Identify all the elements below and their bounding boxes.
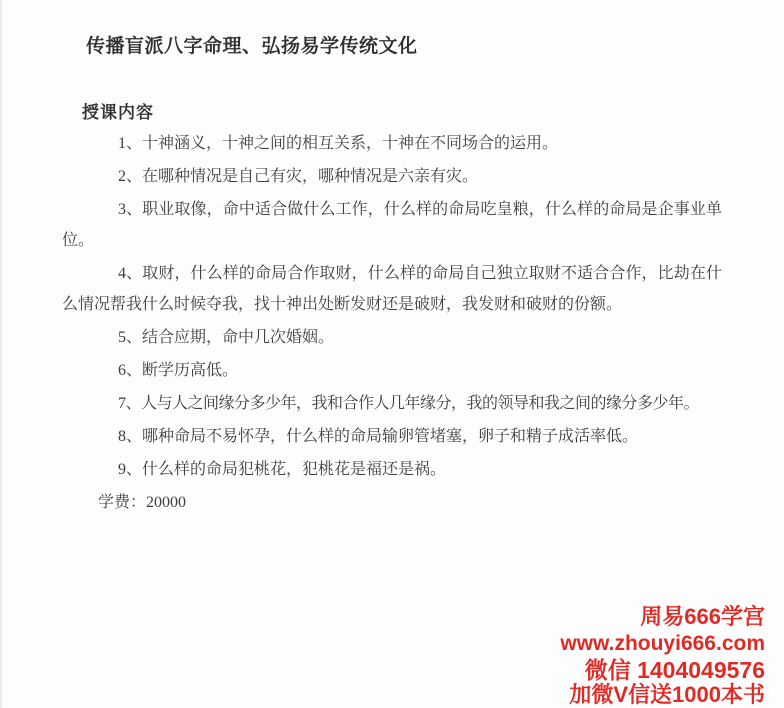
list-item-6: 6、断学历高低。 bbox=[118, 362, 239, 379]
list-item-5: 5、结合应期，命中几次婚姻。 bbox=[118, 329, 335, 346]
section-heading: 授课内容 bbox=[82, 103, 154, 122]
watermark-block bbox=[560, 604, 765, 707]
list-item-1: 1、十神涵义，十神之间的相互关系，十神在不同场合的运用。 bbox=[118, 135, 559, 152]
list-item-3: 3、职业取像，命中适合做什么工作，什么样的命局吃皇粮，什么样的命局是企事业单位。 bbox=[62, 201, 722, 249]
watermark-promo: 加微V信送1000本书 bbox=[569, 682, 765, 707]
document-title: 传播盲派八字命理、弘扬易学传统文化 bbox=[86, 36, 418, 57]
list-item-8: 8、哪种命局不易怀孕，什么样的命局输卵管堵塞，卵子和精子成活率低。 bbox=[118, 428, 639, 445]
list-item-4: 4、取财，什么样的命局合作取财，什么样的命局自己独立取财不适合合作，比劫在什么情况帮我什么时候夺我，找十神出处断发财还是破财，我发财和破财的份额。 bbox=[62, 265, 722, 313]
list-item-2: 2、在哪种情况是自己有灾，哪种情况是六亲有灾。 bbox=[118, 168, 479, 185]
document-body bbox=[62, 128, 722, 518]
watermark-wechat: 微信 1404049576 bbox=[584, 657, 765, 683]
tuition-line: 学费：20000 bbox=[98, 494, 187, 511]
watermark-url: www.zhouyi666.com bbox=[560, 632, 765, 655]
watermark-site-name: 周易666学宫 bbox=[640, 604, 765, 629]
list-item-7: 7、人与人之间缘分多少年，我和合作人几年缘分，我的领导和我之间的缘分多少年。 bbox=[118, 395, 700, 412]
list-item-9: 9、什么样的命局犯桃花，犯桃花是福还是祸。 bbox=[118, 461, 447, 478]
